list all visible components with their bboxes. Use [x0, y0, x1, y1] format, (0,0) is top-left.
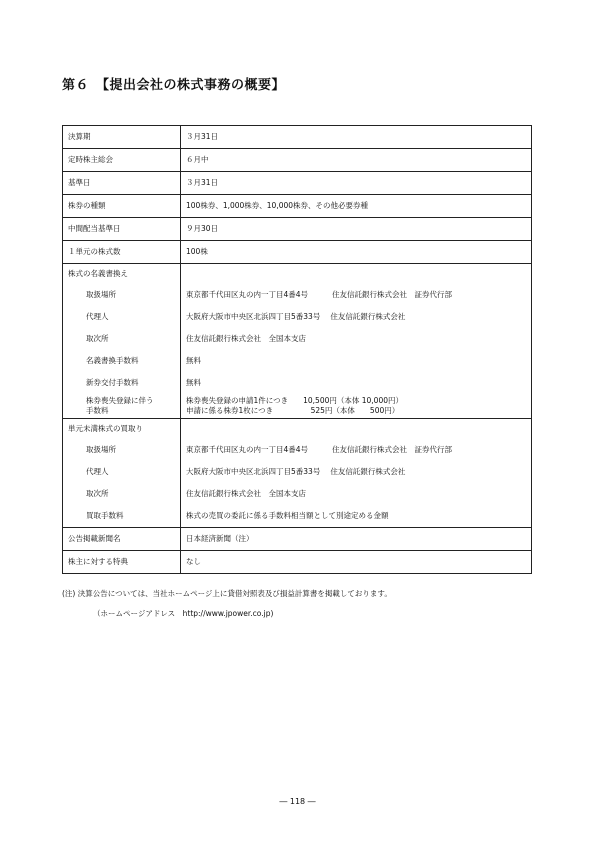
value-fiscal-year-end: ３月31日 [186, 132, 219, 141]
table-row [63, 551, 532, 574]
page-number: ― 118 ― [279, 797, 316, 806]
value-record-date: ３月31日 [186, 178, 219, 187]
value-new-cert-fee: 無料 [186, 378, 201, 387]
table-row-transfer-section [63, 264, 532, 419]
label-transfer-agent: 代理人 [86, 312, 109, 321]
table-row [63, 241, 532, 264]
label-lost-cert: 株券喪失登録に伴う 手数料 [86, 396, 154, 415]
table-row [63, 218, 532, 241]
label-certificate-types: 株券の種類 [68, 201, 106, 210]
table-row [63, 195, 532, 218]
value-transfer-agent: 大阪府大阪市中央区北浜四丁目5番33号 住友信託銀行株式会社 [186, 312, 406, 321]
value-transfer-fee: 無料 [186, 356, 201, 365]
value-odd-lot-fee: 株式の売買の委託に係る手数料相当額として別途定める金額 [186, 511, 389, 520]
value-transfer-place: 東京都千代田区丸の内一丁目4番4号 住友信託銀行株式会社 証券代行部 [186, 290, 453, 299]
footnote: (注) 決算公告については、当社ホームページ上に貸借対照表及び損益計算書を掲載しております。 [62, 589, 392, 598]
label-benefit: 株主に対する特典 [68, 557, 128, 566]
label-transfer-office: 取次所 [86, 334, 109, 343]
transfer-header: 株式の名義書換え [68, 269, 128, 278]
value-certificate-types: 100株券、1,000株券、10,000株券、その他必要券種 [186, 201, 369, 210]
label-fiscal-year-end: 決算期 [68, 132, 91, 141]
value-benefit: なし [186, 557, 201, 566]
label-transfer-place: 取扱場所 [86, 290, 116, 299]
value-odd-lot-place: 東京都千代田区丸の内一丁目4番4号 住友信託銀行株式会社 証券代行部 [186, 445, 453, 454]
stock-affairs-table [62, 125, 532, 574]
odd-lot-header: 単元未満株式の買取り [68, 424, 143, 433]
value-newspaper: 日本経済新聞（注） [186, 534, 254, 543]
table-row [63, 528, 532, 551]
value-unit-shares: 100株 [186, 247, 208, 256]
label-agm: 定時株主総会 [68, 155, 113, 164]
table-row-odd-lot-section [63, 419, 532, 528]
value-agm: ６月中 [186, 155, 209, 164]
label-transfer-fee: 名義書換手数料 [86, 356, 139, 365]
homepage-address: （ホームページアドレス http://www.jpower.co.jp) [93, 609, 274, 618]
page-title: 第６ 【提出会社の株式事務の概要】 [62, 78, 286, 93]
value-lost-cert: 株券喪失登録の申請1件につき 10,500円（本体 10,000円） 申請に係る株券1枚につき 525円（本体 500円） [186, 396, 403, 415]
label-newspaper: 公告掲載新聞名 [68, 534, 121, 543]
value-odd-lot-office: 住友信託銀行株式会社 全国本支店 [186, 489, 306, 498]
label-odd-lot-agent: 代理人 [86, 467, 109, 476]
table-row [63, 172, 532, 195]
value-odd-lot-agent: 大阪府大阪市中央区北浜四丁目5番33号 住友信託銀行株式会社 [186, 467, 406, 476]
value-transfer-office: 住友信託銀行株式会社 全国本支店 [186, 334, 306, 343]
value-interim-record-date: ９月30日 [186, 224, 219, 233]
label-unit-shares: １単元の株式数 [68, 247, 121, 256]
table-row [63, 126, 532, 149]
label-odd-lot-place: 取扱場所 [86, 445, 116, 454]
label-record-date: 基準日 [68, 178, 91, 187]
label-odd-lot-office: 取次所 [86, 489, 109, 498]
label-new-cert-fee: 新券交付手数料 [86, 378, 139, 387]
label-interim-record-date: 中間配当基準日 [68, 224, 121, 233]
table-row [63, 149, 532, 172]
label-odd-lot-fee: 買取手数料 [86, 511, 124, 520]
